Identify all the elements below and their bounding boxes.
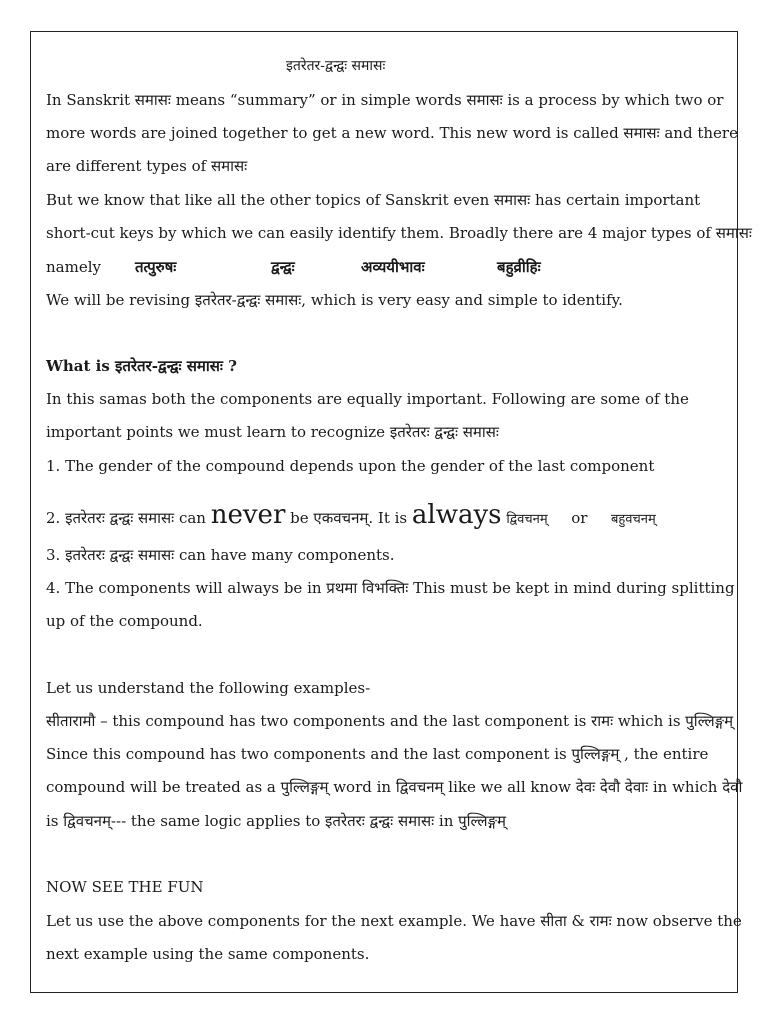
what-line-2: important points we must learn to recognize इतरेतरः द्वन्द्वः समासः <box>46 423 499 441</box>
samas-types-row <box>46 257 727 277</box>
point-4-line-2: up of the compound. <box>46 612 203 630</box>
examples-intro: Let us understand the following examples- <box>46 679 371 697</box>
fun-line-2: next example using the same components. <box>46 945 370 963</box>
document-page <box>30 31 752 993</box>
namely-label: namely <box>46 258 101 276</box>
example-line-1: सीतारामौ – this compound has two components and the last component is रामः which is पुल्लिङ्गम् <box>46 712 734 730</box>
example-line-3: compound will be treated as a पुल्लिङ्गम् word in द्विवचनम् like we all know देवः देवौ देवाः in which देवौ <box>46 778 743 796</box>
point-2-part-b: be एकवचनम्. It is <box>290 509 408 527</box>
point-2-plural: बहुवचनम् <box>610 512 656 527</box>
intro-line-5: short-cut keys by which we can easily identify them. Broadly there are 4 major types of समासः <box>46 224 752 242</box>
intro-line-7: We will be revising इतरेतर-द्वन्द्वः समासः, which is very easy and simple to identify. <box>46 291 623 309</box>
always-emphasis: always <box>411 500 502 530</box>
point-2-part-a: 2. इतरेतरः द्वन्द्वः समासः can <box>46 509 206 527</box>
intro-line-1: In Sanskrit समासः means “summary” or in simple words समासः is a process by which two or <box>46 91 724 109</box>
samas-type-avyayibhava: अव्ययीभावः <box>361 258 425 276</box>
samas-type-bahuvrihi: बहुव्रीहिः <box>497 258 541 276</box>
point-4-line-1: 4. The components will always be in प्रथमा विभक्तिः This must be kept in mind during splitting <box>46 579 735 597</box>
point-2-or: or <box>571 509 588 527</box>
example-line-2: Since this compound has two components and the last component is पुल्लिङ्गम् , the entire <box>46 745 709 763</box>
samas-type-dvandva: द्वन्द्वः <box>271 258 295 276</box>
fun-heading: NOW SEE THE FUN <box>46 878 204 896</box>
intro-line-3: are different types of समासः <box>46 157 248 175</box>
what-is-heading: What is इतरेतर-द्वन्द्वः समासः ? <box>46 357 237 375</box>
never-emphasis: never <box>210 500 286 530</box>
document-title: इतरेतर-द्वन्द्वः समासः <box>286 58 386 74</box>
samas-type-tatpurusha: तत्पुरुषः <box>135 258 177 276</box>
what-line-1: In this samas both the components are equally important. Following are some of the <box>46 390 689 408</box>
point-3: 3. इतरेतरः द्वन्द्वः समासः can have many components. <box>46 546 395 564</box>
point-2-dual: द्विवचनम् <box>506 512 548 527</box>
fun-line-1: Let us use the above components for the next example. We have सीता & रामः now observe the <box>46 912 742 930</box>
intro-line-4: But we know that like all the other topics of Sanskrit even समासः has certain important <box>46 191 701 209</box>
point-1: 1. The gender of the compound depends upon the gender of the last component <box>46 457 655 475</box>
point-2 <box>46 502 727 533</box>
example-line-4: is द्विवचनम्--- the same logic applies to इतरेतरः द्वन्द्वः समासः in पुल्लिङ्गम् <box>46 812 506 830</box>
intro-line-2: more words are joined together to get a new word. This new word is called समासः and there <box>46 124 738 142</box>
